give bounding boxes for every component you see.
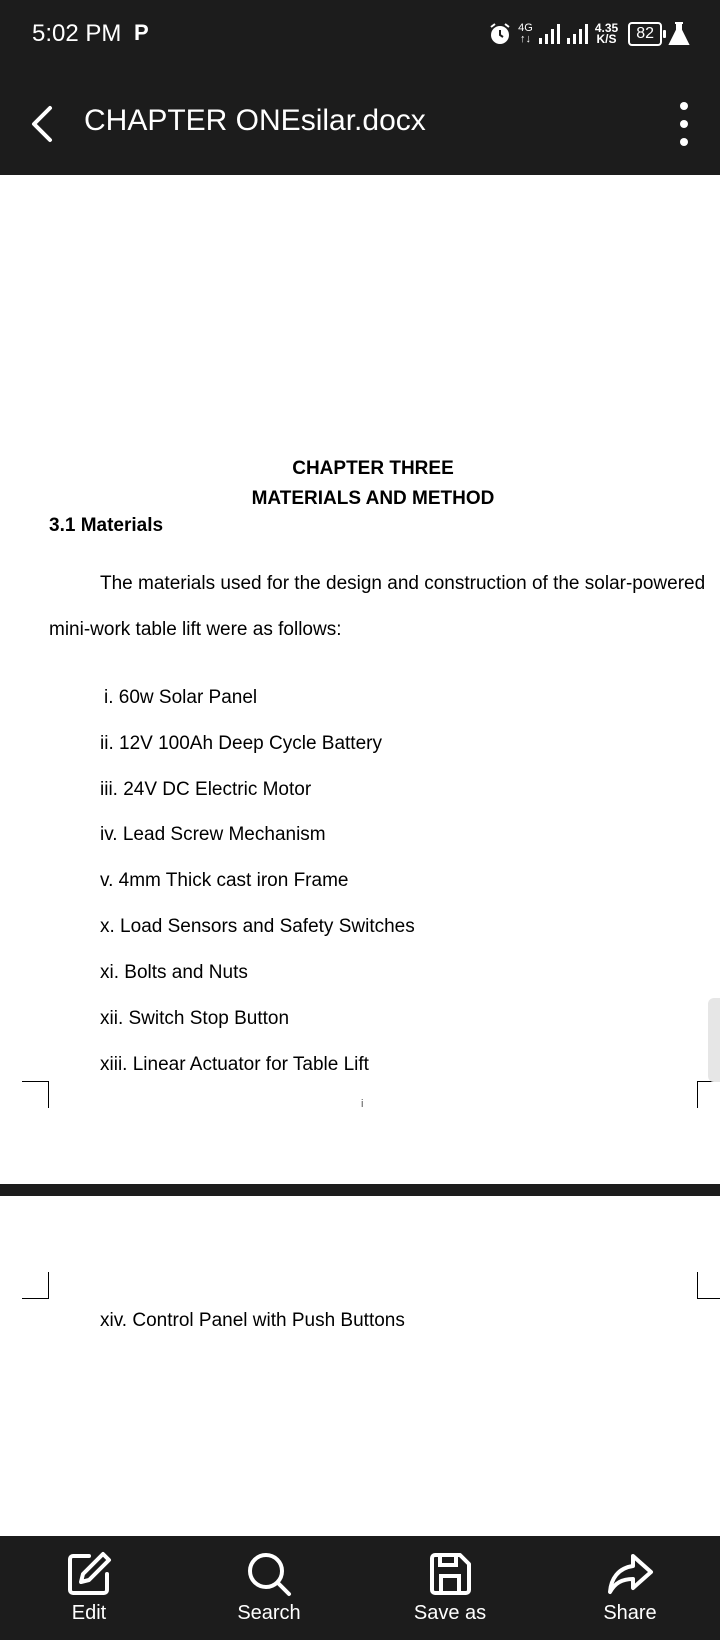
- back-button[interactable]: [20, 100, 68, 148]
- app-bar: [0, 72, 720, 175]
- signal-icon: [539, 24, 561, 44]
- list-item: x. Load Sensors and Safety Switches: [100, 916, 415, 937]
- status-time: 5:02 PM: [32, 20, 122, 47]
- chevron-left-icon: [20, 100, 68, 148]
- page-margin-corner: [22, 1081, 49, 1108]
- edit-label: Edit: [71, 1602, 107, 1624]
- page-margin-corner: [697, 1272, 720, 1299]
- network-speed: 4.35 K/S: [594, 21, 619, 46]
- paragraph-line: The materials used for the design and construction of the solar-powered: [100, 573, 706, 594]
- share-label: Share: [603, 1602, 657, 1624]
- notification-p-icon: P: [134, 20, 149, 45]
- search-icon: [245, 1550, 293, 1598]
- page-divider: [0, 1184, 720, 1196]
- list-item: xi. Bolts and Nuts: [100, 962, 248, 983]
- document-title: CHAPTER ONEsilar.docx: [84, 104, 426, 137]
- list-item: v. 4mm Thick cast iron Frame: [100, 870, 349, 891]
- more-vertical-icon: [666, 98, 702, 150]
- list-item: xiv. Control Panel with Push Buttons: [100, 1310, 405, 1331]
- paragraph-line: mini-work table lift were as follows:: [49, 619, 342, 640]
- share-icon: [606, 1550, 654, 1598]
- list-item: ii. 12V 100Ah Deep Cycle Battery: [100, 733, 382, 754]
- list-item: iv. Lead Screw Mechanism: [100, 824, 326, 845]
- list-item: xiii. Linear Actuator for Table Lift: [100, 1054, 369, 1075]
- save-as-button[interactable]: [375, 1536, 525, 1640]
- more-options-button[interactable]: [666, 98, 702, 150]
- search-button[interactable]: [194, 1536, 344, 1640]
- bottom-toolbar: [0, 1536, 720, 1640]
- search-label: Search: [237, 1602, 301, 1624]
- alarm-icon: [488, 22, 512, 46]
- page-number: i: [361, 1098, 364, 1110]
- list-item: iii. 24V DC Electric Motor: [100, 779, 312, 800]
- page-margin-corner: [22, 1272, 49, 1299]
- section-heading: 3.1 Materials: [49, 515, 164, 536]
- signal-icon: [567, 24, 589, 44]
- share-button[interactable]: [555, 1536, 705, 1640]
- lab-flask-icon: [668, 22, 690, 46]
- edit-icon: [65, 1550, 113, 1598]
- scrollbar-thumb[interactable]: [708, 998, 720, 1082]
- save-icon: [426, 1550, 474, 1598]
- edit-button[interactable]: [14, 1536, 164, 1640]
- status-icons: [488, 22, 690, 46]
- network-type: 4G ↑↓: [518, 22, 533, 45]
- chapter-title: CHAPTER THREE: [292, 458, 454, 479]
- status-bar: [0, 0, 720, 72]
- save-as-label: Save as: [413, 1602, 487, 1624]
- chapter-subtitle: MATERIALS AND METHOD: [251, 488, 495, 509]
- document-page[interactable]: [0, 175, 720, 1184]
- document-page[interactable]: [0, 1196, 720, 1536]
- list-item: xii. Switch Stop Button: [100, 1008, 290, 1029]
- list-item: i. 60w Solar Panel: [104, 687, 258, 708]
- page-margin-corner: [697, 1081, 720, 1108]
- battery-icon: 82: [628, 22, 662, 46]
